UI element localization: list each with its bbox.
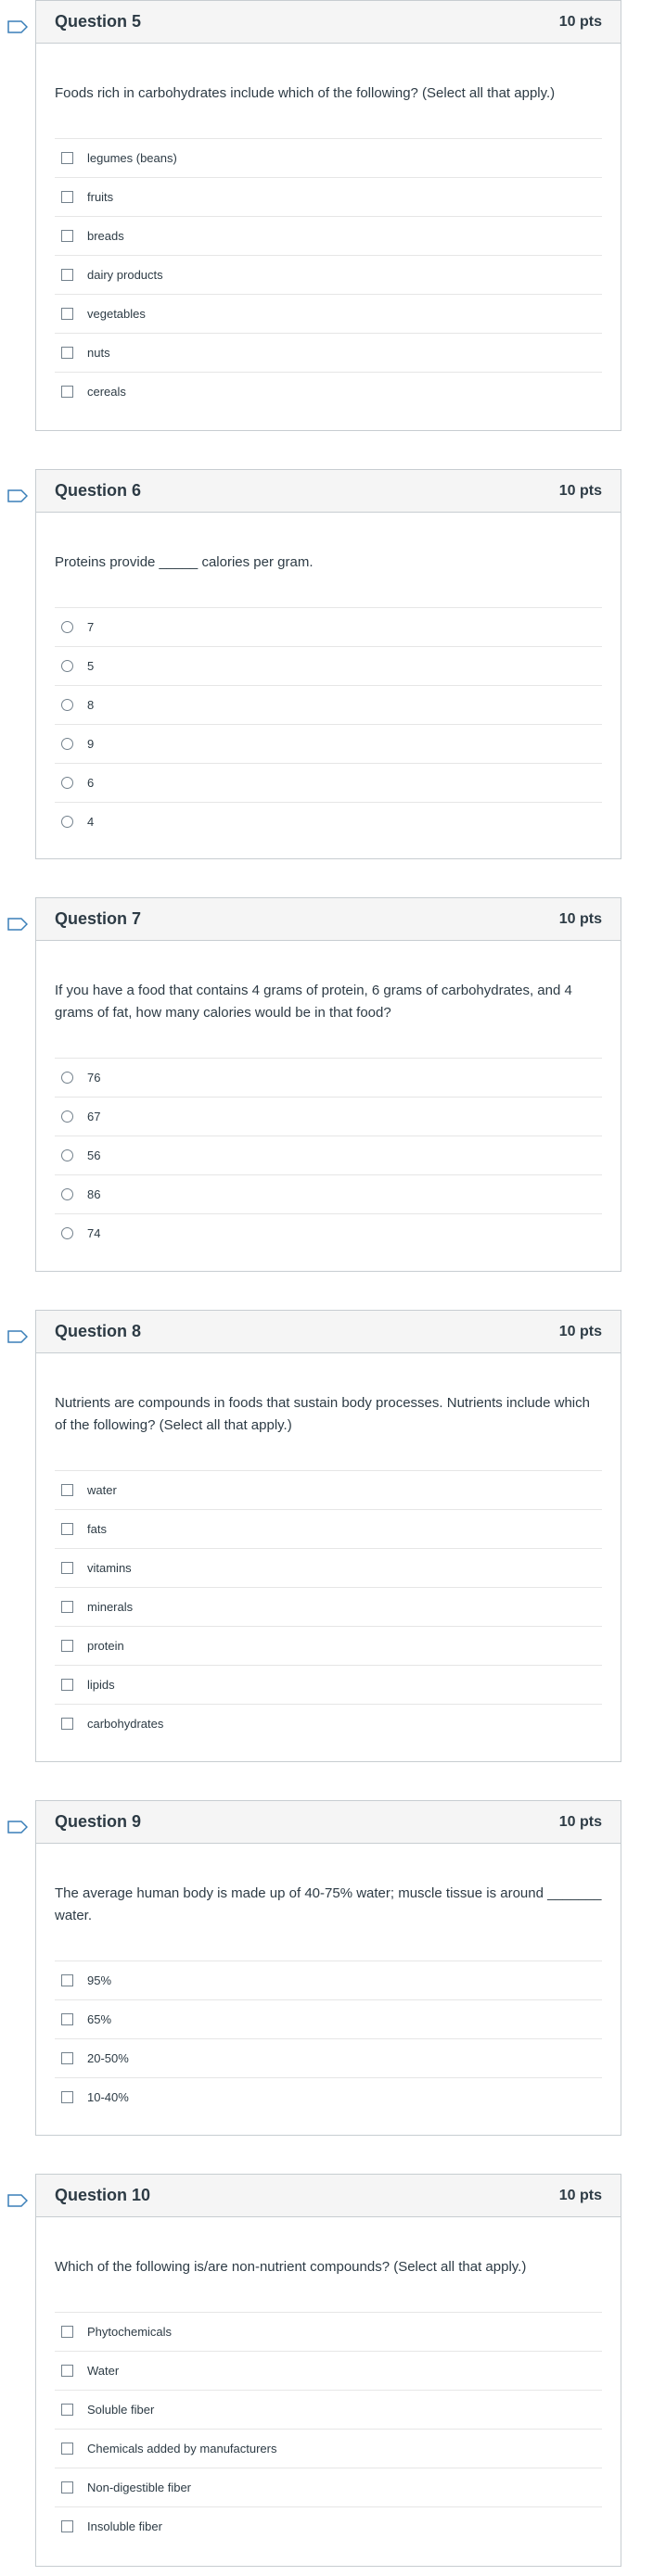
answer-option[interactable]: breads (55, 216, 602, 255)
checkbox[interactable] (61, 1523, 73, 1535)
answer-option[interactable]: Non-digestible fiber (55, 2468, 602, 2506)
answer-option[interactable]: vitamins (55, 1548, 602, 1587)
answer-option[interactable]: 7 (55, 607, 602, 646)
question-card (35, 0, 621, 431)
radio-button[interactable] (61, 1072, 73, 1084)
question-points: 10 pts (558, 13, 602, 30)
question-points: 10 pts (558, 910, 602, 927)
answer-option[interactable]: cereals (55, 372, 602, 411)
question-text: Which of the following is/are non-nutrient compounds? (Select all that apply.) (55, 2259, 527, 2275)
answer-option[interactable]: dairy products (55, 255, 602, 294)
checkbox[interactable] (61, 2481, 73, 2494)
flag-question-icon[interactable] (7, 2194, 28, 2207)
answer-option[interactable]: 74 (55, 1213, 602, 1252)
answer-option[interactable]: carbohydrates (55, 1704, 602, 1743)
radio-button[interactable] (61, 660, 73, 672)
question-text: Proteins provide _____ calories per gram. (55, 554, 314, 570)
checkbox[interactable] (61, 191, 73, 203)
answer-option[interactable]: 6 (55, 763, 602, 802)
answer-option[interactable]: 65% (55, 1999, 602, 2038)
answer-list (55, 1058, 602, 1252)
question-title: Question 5 (55, 12, 142, 31)
answer-option[interactable]: 20-50% (55, 2038, 602, 2077)
answer-option[interactable]: 4 (55, 802, 602, 841)
checkbox[interactable] (61, 2013, 73, 2025)
question-text: Nutrients are compounds in foods that sustain body processes. Nutrients include which of the following? (Select all that apply.) (55, 1395, 590, 1433)
checkbox[interactable] (61, 2052, 73, 2064)
answer-option[interactable]: 67 (55, 1097, 602, 1136)
question-card (35, 2174, 621, 2567)
answer-option[interactable]: Chemicals added by manufacturers (55, 2429, 602, 2468)
radio-button[interactable] (61, 777, 73, 789)
answer-option[interactable]: 8 (55, 685, 602, 724)
checkbox[interactable] (61, 1974, 73, 1986)
flag-question-icon[interactable] (7, 489, 28, 502)
checkbox[interactable] (61, 1601, 73, 1613)
checkbox[interactable] (61, 347, 73, 359)
answer-option[interactable]: 9 (55, 724, 602, 763)
checkbox[interactable] (61, 152, 73, 164)
question-title: Question 7 (55, 909, 142, 928)
answer-option[interactable]: legumes (beans) (55, 138, 602, 177)
question-header (36, 1311, 621, 1353)
question-card (35, 897, 621, 1272)
answer-option[interactable]: Soluble fiber (55, 2390, 602, 2429)
answer-list (55, 2312, 602, 2545)
answer-option[interactable]: vegetables (55, 294, 602, 333)
checkbox[interactable] (61, 2091, 73, 2103)
checkbox[interactable] (61, 1640, 73, 1652)
flag-question-icon[interactable] (7, 1821, 28, 1834)
radio-button[interactable] (61, 1227, 73, 1239)
question-title: Question 6 (55, 481, 142, 500)
question-title: Question 8 (55, 1322, 142, 1340)
answer-list (55, 1961, 602, 2116)
answer-option[interactable]: nuts (55, 333, 602, 372)
checkbox[interactable] (61, 386, 73, 398)
answer-list (55, 138, 602, 411)
radio-button[interactable] (61, 699, 73, 711)
radio-button[interactable] (61, 738, 73, 750)
checkbox[interactable] (61, 1484, 73, 1496)
checkbox[interactable] (61, 1562, 73, 1574)
question-header (36, 1, 621, 44)
question-card (35, 469, 621, 859)
question-card (35, 1800, 621, 2136)
answer-option[interactable]: lipids (55, 1665, 602, 1704)
answer-option[interactable]: fruits (55, 177, 602, 216)
radio-button[interactable] (61, 1149, 73, 1161)
answer-option[interactable]: Phytochemicals (55, 2312, 602, 2351)
question-header (36, 2175, 621, 2217)
checkbox[interactable] (61, 230, 73, 242)
question-points: 10 pts (558, 1323, 602, 1339)
answer-option[interactable]: 56 (55, 1136, 602, 1174)
question-points: 10 pts (558, 2187, 602, 2203)
question-title: Question 9 (55, 1812, 142, 1831)
checkbox[interactable] (61, 269, 73, 281)
answer-option[interactable]: protein (55, 1626, 602, 1665)
question-title: Question 10 (55, 2186, 151, 2204)
answer-option[interactable]: fats (55, 1509, 602, 1548)
radio-button[interactable] (61, 1188, 73, 1200)
checkbox[interactable] (61, 2520, 73, 2532)
flag-question-icon[interactable] (7, 1330, 28, 1343)
question-points: 10 pts (558, 482, 602, 499)
checkbox[interactable] (61, 2443, 73, 2455)
checkbox[interactable] (61, 2326, 73, 2338)
answer-list (55, 1470, 602, 1743)
radio-button[interactable] (61, 1110, 73, 1123)
answer-option[interactable]: Water (55, 2351, 602, 2390)
checkbox[interactable] (61, 308, 73, 320)
checkbox[interactable] (61, 2365, 73, 2377)
question-header (36, 1801, 621, 1844)
answer-option[interactable]: Insoluble fiber (55, 2506, 602, 2545)
question-text: The average human body is made up of 40-75% water; muscle tissue is around _______ water. (55, 1885, 602, 1923)
answer-option[interactable]: 5 (55, 646, 602, 685)
question-header (36, 470, 621, 513)
checkbox[interactable] (61, 1679, 73, 1691)
flag-question-icon[interactable] (7, 918, 28, 931)
radio-button[interactable] (61, 816, 73, 828)
radio-button[interactable] (61, 621, 73, 633)
flag-question-icon[interactable] (7, 20, 28, 33)
question-points: 10 pts (558, 1813, 602, 1830)
question-card (35, 1310, 621, 1762)
question-text: If you have a food that contains 4 grams of protein, 6 grams of carbohydrates, and 4 grams of fat, how many calories would be in that food? (55, 983, 572, 1021)
answer-option[interactable]: 95% (55, 1961, 602, 1999)
answer-option[interactable]: 76 (55, 1058, 602, 1097)
question-header (36, 898, 621, 941)
answer-option[interactable]: water (55, 1470, 602, 1509)
answer-option[interactable]: 10-40% (55, 2077, 602, 2116)
answer-list (55, 607, 602, 841)
checkbox[interactable] (61, 2404, 73, 2416)
answer-option[interactable]: 86 (55, 1174, 602, 1213)
answer-option[interactable]: minerals (55, 1587, 602, 1626)
question-text: Foods rich in carbohydrates include which of the following? (Select all that apply.) (55, 85, 556, 101)
checkbox[interactable] (61, 1718, 73, 1730)
